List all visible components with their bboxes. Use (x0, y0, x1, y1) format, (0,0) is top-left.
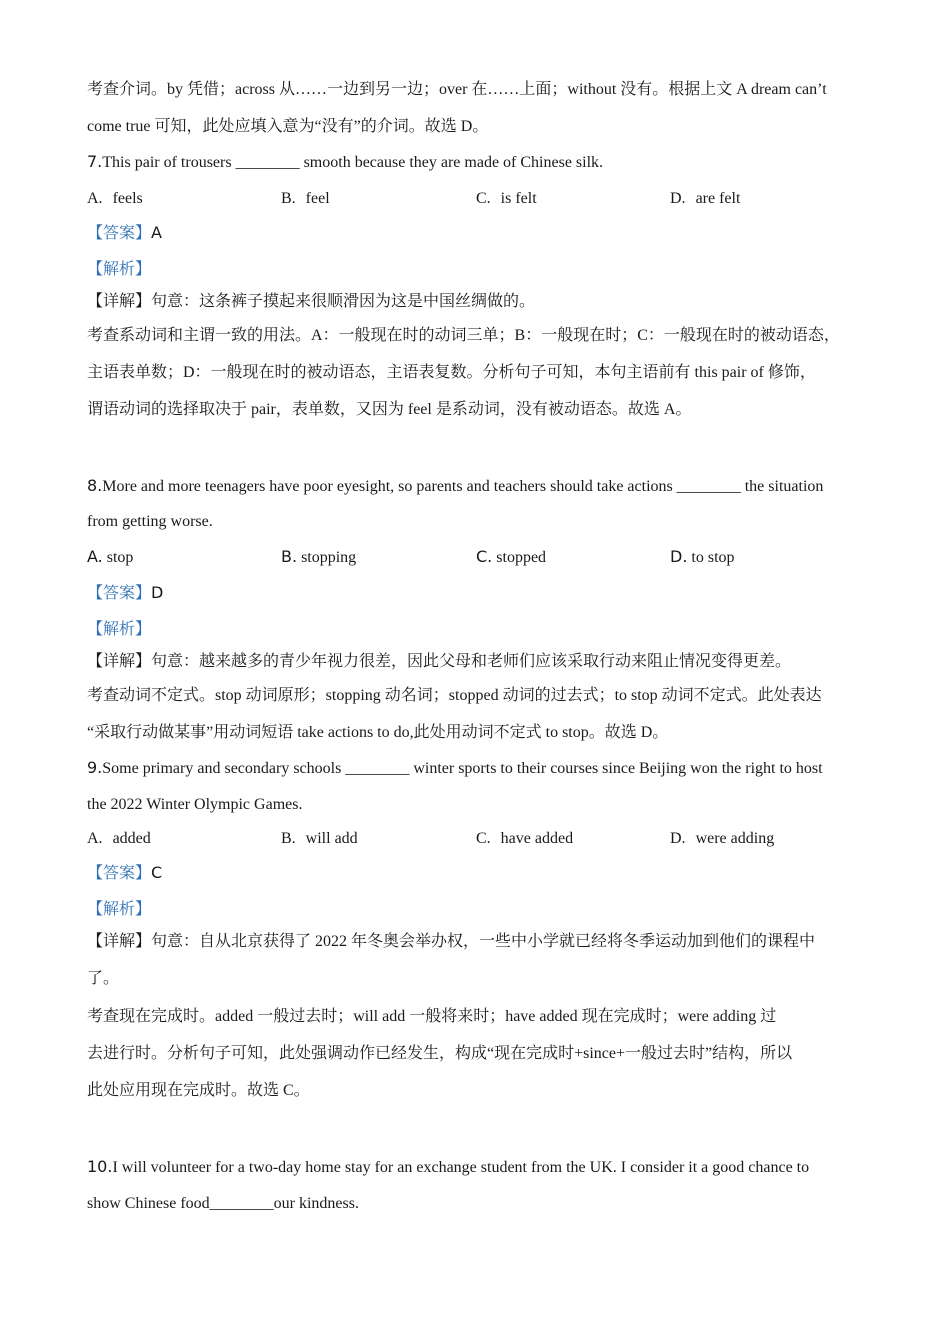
q7-option-a: A. feels (87, 190, 143, 207)
q7-explanation-3: 谓语动词的选择取决于 pair，表单数，又因为 feel 是系动词，没有被动语态。故选 A。 (87, 401, 692, 418)
q8-stem: 8.More and more teenagers have poor eyesight, so parents and teachers should take actions ________ the situation (87, 476, 824, 495)
q9-stem: 9.Some primary and secondary schools ________ winter sports to their courses since Beijing won the right to host (87, 758, 823, 777)
q8-explanation-1: 考查动词不定式。stop 动词原形；stopping 动名词；stopped 动词的过去式；to stop 动词不定式。此处表达 (87, 687, 822, 704)
q8-analysis-tag: 【解析】 (87, 619, 152, 638)
q8-option-c: C. stopped (476, 547, 547, 566)
q9-stem-line-2: the 2022 Winter Olympic Games. (87, 796, 303, 813)
q7-analysis-tag: 【解析】 (87, 259, 152, 278)
q7-explanation-2: 主语表单数；D：一般现在时的被动语态，主语表复数。分析句子可知，本句主语前有 this pair of 修饰， (87, 364, 816, 381)
q8-answer: 【答案】D (87, 583, 164, 602)
q7-detail: 【详解】句意：这条裤子摸起来很顺滑因为这是中国丝绸做的。 (87, 293, 536, 310)
q7-stem (87, 152, 603, 173)
q8-option-a: A. stop (87, 547, 134, 566)
q9-analysis-tag: 【解析】 (87, 899, 152, 918)
q9-explanation-3: 此处应用现在完成时。故选 C。 (87, 1082, 310, 1099)
q9-option-d: D. were adding (670, 830, 775, 847)
q9-option-c: C. have added (476, 830, 574, 847)
q9-detail: 【详解】句意：自从北京获得了 2022 年冬奥会举办权，一些中小学就已经将冬季运动加到他们的课程中 (87, 933, 816, 950)
q10-stem-line-2: show Chinese food________our kindness. (87, 1195, 359, 1212)
q8-stem-line-2: from getting worse. (87, 513, 213, 530)
q7-option-d: D. are felt (670, 190, 741, 207)
q9-number: 9. (87, 758, 103, 777)
q8-answer-value: D (151, 583, 164, 602)
q7-explanation-1: 考查系动词和主谓一致的用法。A：一般现在时的动词三单；B：一般现在时；C：一般现在时的被动语态， (87, 327, 840, 344)
intro-line-1: 考查介词。by 凭借；across 从……一边到另一边；over 在……上面；without 没有。根据上文 A dream can’t (87, 81, 827, 98)
q8-detail: 【详解】句意：越来越多的青少年视力很差，因此父母和老师们应该采取行动来阻止情况变得更差。 (87, 653, 792, 670)
q9-answer-value: C (151, 863, 163, 882)
q9-option-b: B. will add (281, 830, 358, 847)
q8-option-b: B. stopping (281, 547, 357, 566)
q7-answer-value: A (151, 223, 162, 242)
q9-option-a: A. added (87, 830, 151, 847)
q7-number: 7. (87, 152, 103, 171)
detail-tag: 【详解】 (87, 293, 152, 310)
q9-explanation-2: 去进行时。分析句子可知，此处强调动作已经发生，构成“现在完成时+since+一般过去时”结构，所以 (87, 1045, 793, 1062)
intro-line-2: come true 可知，此处应填入意为“没有”的介词。故选 D。 (87, 118, 489, 135)
q7-stem-text: This pair of trousers ________ smooth because they are made of Chinese silk. (102, 154, 604, 171)
q9-explanation-1: 考查现在完成时。added 一般过去时；will add 一般将来时；have added 现在完成时；were adding 过 (87, 1008, 777, 1025)
q7-option-b: B. feel (281, 190, 330, 207)
q9-detail-line-2: 了。 (87, 970, 120, 987)
answer-tag: 【答案】 (87, 223, 152, 242)
q8-option-d: D. to stop (670, 547, 735, 566)
q7-answer (87, 223, 162, 243)
q8-explanation-2: “采取行动做某事”用动词短语 take actions to do,此处用动词不定式 to stop。故选 D。 (87, 724, 669, 741)
q7-option-c: C. is felt (476, 190, 537, 207)
q9-answer: 【答案】C (87, 863, 163, 882)
q10-stem: 10.I will volunteer for a two-day home stay for an exchange student from the UK. I consider it a good chance to (87, 1157, 810, 1176)
q10-number: 10. (87, 1157, 113, 1176)
q8-number: 8. (87, 476, 103, 495)
